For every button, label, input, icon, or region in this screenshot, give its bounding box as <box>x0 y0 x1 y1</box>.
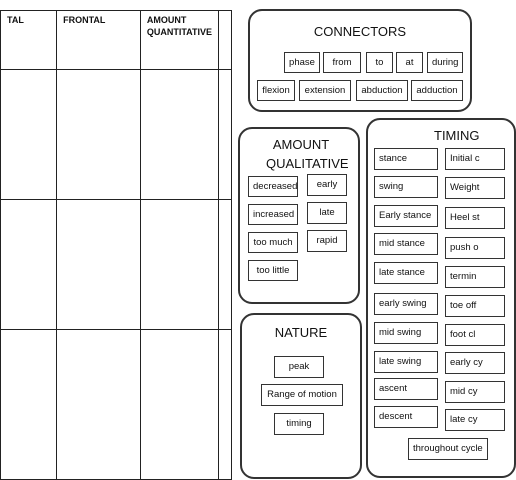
table-row <box>1 200 232 330</box>
timing-chip[interactable]: Initial c <box>445 148 505 170</box>
amount-qualitative-panel <box>238 127 360 304</box>
timing-chip[interactable]: toe off <box>445 295 505 317</box>
connectors-panel <box>248 9 472 112</box>
connector-chip[interactable]: phase <box>284 52 320 73</box>
qualitative-chip[interactable]: rapid <box>307 230 347 252</box>
timing-chip[interactable]: stance <box>374 148 438 170</box>
connector-chip[interactable]: extension <box>299 80 351 101</box>
table-cell[interactable] <box>140 70 218 200</box>
nature-chip[interactable]: timing <box>274 413 324 435</box>
timing-chip[interactable]: early swing <box>374 293 438 315</box>
amount-qualitative-title: AMOUNT QUALITATIVE <box>266 137 349 171</box>
annotation-table <box>0 10 232 480</box>
connectors-title: CONNECTORS <box>313 24 407 39</box>
header-cell-frontal: FRONTAL <box>57 11 141 70</box>
table-cell[interactable] <box>219 330 232 480</box>
header-cell-blank <box>219 11 232 70</box>
timing-panel-clip <box>366 118 483 480</box>
qualitative-chip[interactable]: too much <box>248 232 298 253</box>
table-cell[interactable] <box>219 200 232 330</box>
timing-title: TIMING <box>434 128 480 143</box>
timing-chip[interactable]: Weight <box>445 177 505 199</box>
connector-chip[interactable]: to <box>366 52 393 73</box>
timing-chip[interactable]: mid stance <box>374 233 438 255</box>
table-row <box>1 330 232 480</box>
table-row <box>1 70 232 200</box>
table-cell[interactable] <box>140 200 218 330</box>
nature-chip[interactable]: Range of motion <box>261 384 343 406</box>
table-cell[interactable] <box>57 70 141 200</box>
timing-panel <box>366 118 516 478</box>
header-cell-sagittal: TAL <box>1 11 57 70</box>
timing-chip[interactable]: Heel st <box>445 207 505 229</box>
connector-chip[interactable]: at <box>396 52 423 73</box>
connector-chip[interactable]: during <box>427 52 463 73</box>
timing-chip[interactable]: late stance <box>374 262 438 284</box>
header-cell-amount-quantitative: AMOUNT QUANTITATIVE <box>140 11 218 70</box>
timing-chip[interactable]: Early stance <box>374 205 438 227</box>
table-cell[interactable] <box>1 330 57 480</box>
table-cell[interactable] <box>1 70 57 200</box>
timing-chip[interactable]: mid swing <box>374 322 438 344</box>
table-cell[interactable] <box>140 330 218 480</box>
qualitative-chip[interactable]: early <box>307 174 347 196</box>
table-cell[interactable] <box>1 200 57 330</box>
table-cell[interactable] <box>219 70 232 200</box>
table-cell[interactable] <box>57 330 141 480</box>
timing-chip[interactable]: late swing <box>374 351 438 373</box>
timing-chip[interactable]: late cy <box>445 409 505 431</box>
timing-chip[interactable]: termin <box>445 266 505 288</box>
qualitative-chip[interactable]: decreased <box>248 176 298 197</box>
timing-chip[interactable]: ascent <box>374 378 438 400</box>
table-header-row <box>1 11 232 70</box>
connector-chip[interactable]: adduction <box>411 80 463 101</box>
timing-chip[interactable]: push o <box>445 237 505 259</box>
qualitative-chip[interactable]: late <box>307 202 347 224</box>
connector-chip[interactable]: from <box>323 52 361 73</box>
timing-chip[interactable]: mid cy <box>445 381 505 403</box>
connector-chip[interactable]: flexion <box>257 80 295 101</box>
nature-title: NATURE <box>274 325 328 340</box>
timing-chip[interactable]: swing <box>374 176 438 198</box>
timing-chip-throughout-cycle[interactable]: throughout cycle <box>408 438 488 460</box>
qualitative-chip[interactable]: too little <box>248 260 298 281</box>
timing-chip[interactable]: early cy <box>445 352 505 374</box>
nature-panel <box>240 313 362 479</box>
table-cell[interactable] <box>57 200 141 330</box>
connector-chip[interactable]: abduction <box>356 80 408 101</box>
qualitative-chip[interactable]: increased <box>248 204 298 225</box>
timing-chip[interactable]: descent <box>374 406 438 428</box>
nature-chip[interactable]: peak <box>274 356 324 378</box>
timing-chip[interactable]: foot cl <box>445 324 505 346</box>
